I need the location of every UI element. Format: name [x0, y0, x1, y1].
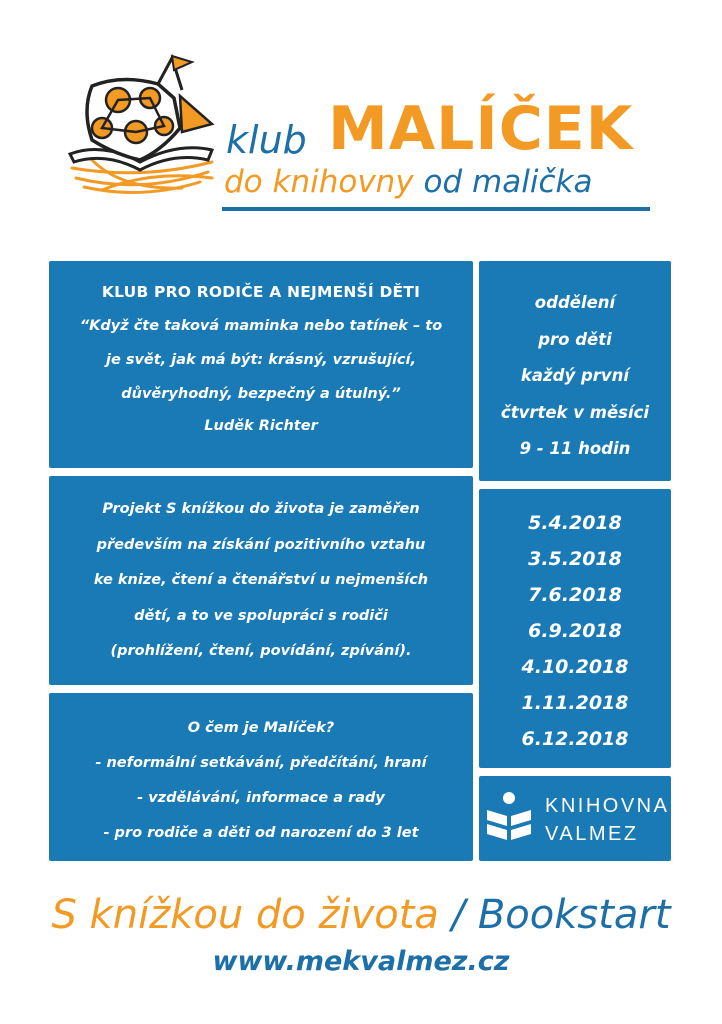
- quote-line: důvěryhodný, bezpečný a útulný.”: [121, 386, 401, 402]
- slogan-blue: / Bookstart: [451, 892, 671, 938]
- library-name: [545, 792, 669, 848]
- header-underline: [222, 207, 650, 211]
- club-panel: [49, 261, 473, 468]
- club-heading: KLUB PRO RODIČE A NEJMENŠÍ DĚTI: [101, 283, 421, 301]
- date-item: 4.10.2018: [521, 656, 629, 678]
- subtitle-orange: do knihovny: [224, 164, 414, 200]
- date-item: 7.6.2018: [528, 584, 622, 606]
- dates-panel: [479, 489, 671, 768]
- slogan: [0, 892, 722, 938]
- title-klub: klub: [226, 118, 307, 162]
- project-line: dětí, a to ve spolupráci s rodiči: [134, 607, 388, 624]
- schedule-panel: [479, 261, 671, 481]
- schedule-line: 9 - 11 hodin: [519, 439, 631, 458]
- date-item: 5.4.2018: [528, 512, 622, 534]
- project-panel: [49, 476, 473, 685]
- project-line: především na získání pozitivního vztahu: [96, 536, 426, 553]
- library-line2: VALMEZ: [545, 823, 639, 845]
- slogan-orange: S knížkou do života: [51, 892, 439, 938]
- date-item: 6.12.2018: [521, 728, 629, 750]
- website-link[interactable]: www.mekvalmez.cz: [212, 946, 510, 977]
- quote-author: Luděk Richter: [204, 418, 318, 434]
- about-line: - vzdělávání, informace a rady: [137, 790, 385, 806]
- date-item: 6.9.2018: [528, 620, 622, 642]
- about-panel: [49, 693, 473, 861]
- project-line: Projekt S knížkou do života je zaměřen: [102, 501, 420, 517]
- quote-line: je svět, jak má být: krásný, vzrušující,: [105, 352, 416, 368]
- about-line: - neformální setkávání, předčítání, hraní: [95, 755, 427, 771]
- project-line: (prohlížení, čtení, povídání, zpívání).: [110, 643, 412, 659]
- project-line: ke knize, čtení a čtenářství u nejmenších: [93, 572, 429, 588]
- book-nest-logo-icon: [62, 50, 222, 200]
- about-line: - pro rodiče a děti od narození do 3 let: [103, 825, 419, 841]
- library-line1: KNIHOVNA: [545, 795, 670, 817]
- title-malicek: MALÍČEK: [328, 94, 634, 164]
- schedule-line: oddělení: [534, 293, 616, 312]
- date-item: 3.5.2018: [528, 548, 622, 570]
- library-logo-icon: [485, 790, 533, 846]
- quote-line: “Když čte taková maminka nebo tatínek – to: [79, 318, 443, 334]
- schedule-line: každý první: [520, 366, 630, 385]
- schedule-line: pro děti: [538, 329, 612, 349]
- subtitle-blue: od malička: [423, 164, 593, 200]
- about-line: O čem je Malíček?: [187, 720, 335, 736]
- library-brand-panel: [479, 776, 671, 861]
- date-item: 1.11.2018: [521, 692, 629, 714]
- subtitle: [224, 164, 592, 200]
- schedule-line: čtvrtek v měsíci: [500, 402, 650, 422]
